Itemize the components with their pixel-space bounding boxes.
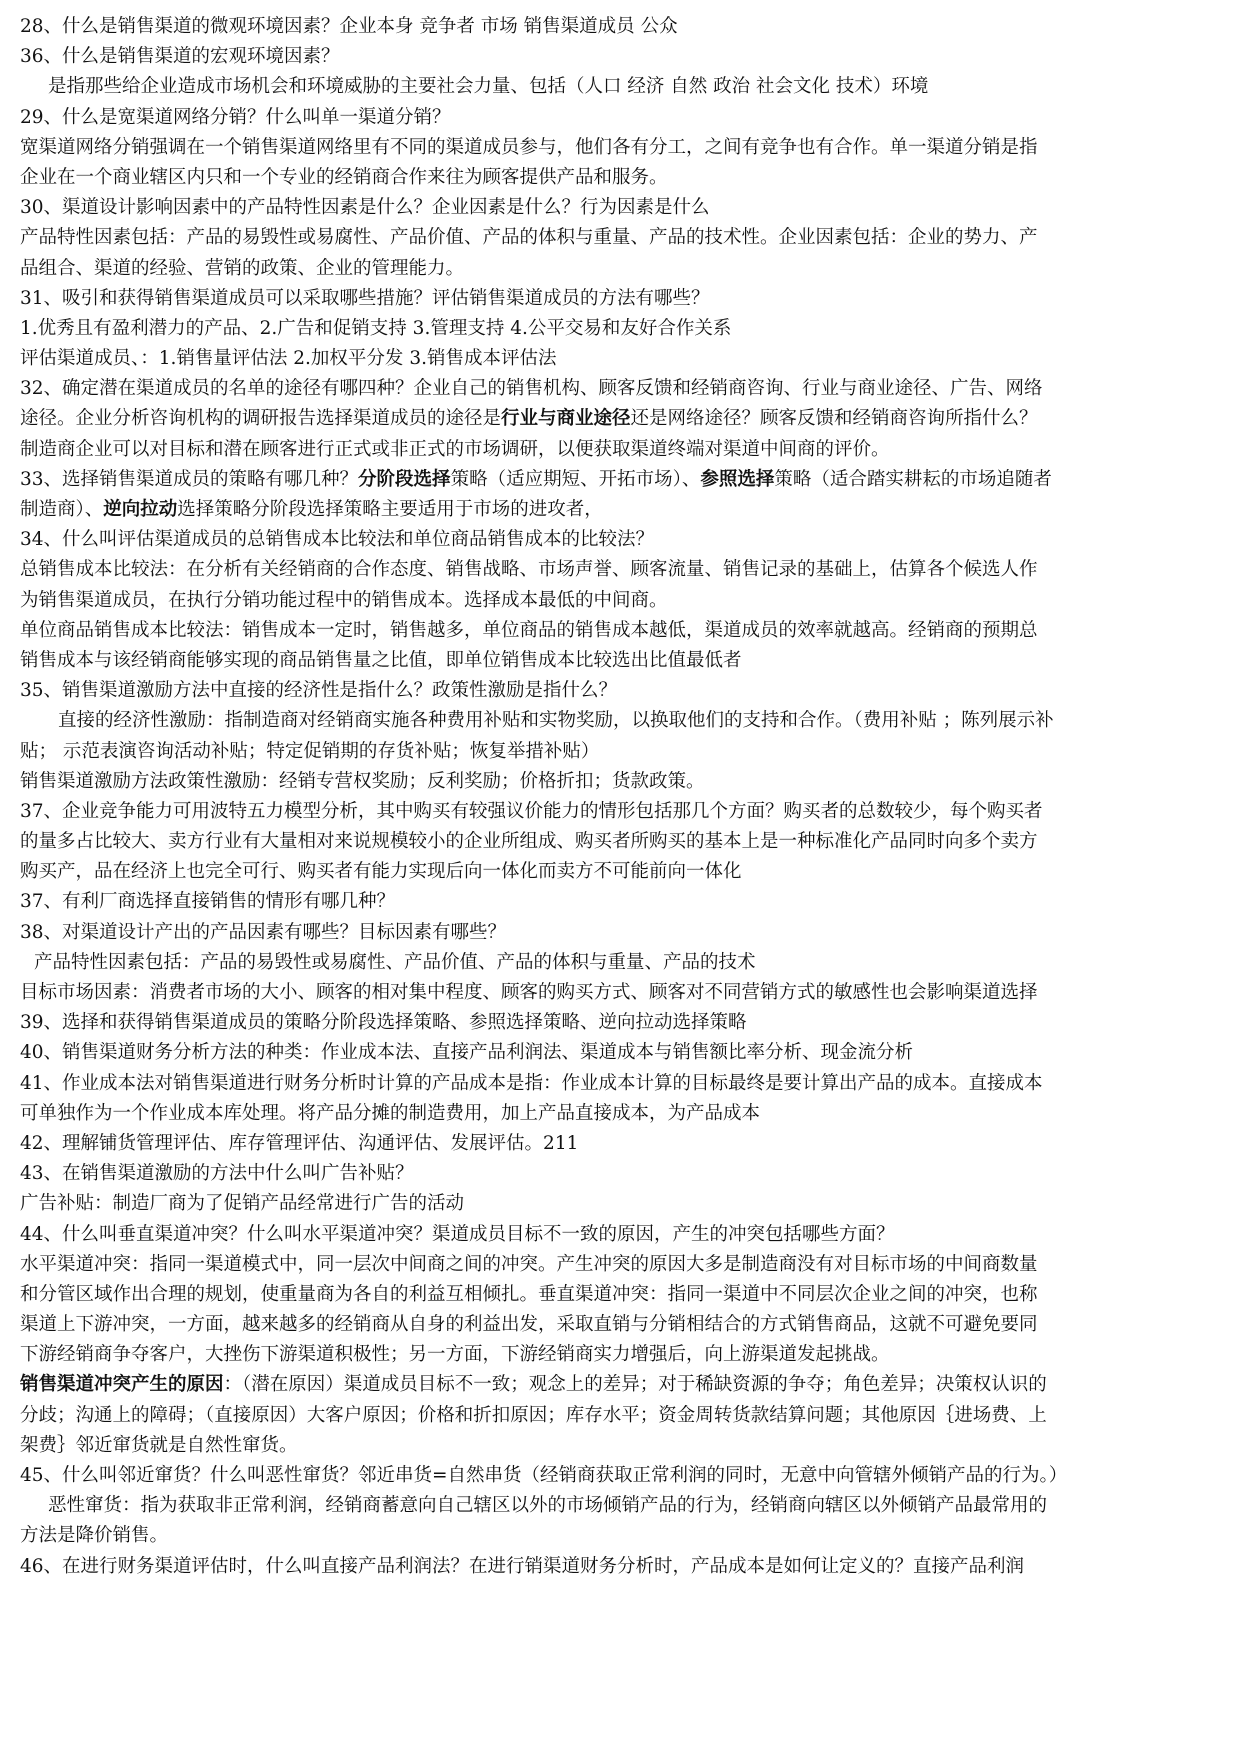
text-span: 水平渠道冲突：指同一渠道模式中，同一层次中间商之间的冲突。产生冲突的原因大多是制造商没有对目标市场的中间商数量	[20, 1253, 1038, 1275]
text-line	[20, 1159, 1223, 1189]
text-line	[20, 314, 1223, 344]
text-span: 38、对渠道设计产出的产品因素有哪些？目标因素有哪些？	[20, 921, 507, 943]
text-line	[20, 1038, 1223, 1068]
text-span: 46、在进行财务渠道评估时，什么叫直接产品利润法？在进行销渠道财务分析时，产品成本是如何让定义的？直接产品利润	[20, 1555, 1025, 1577]
text-span: 品组合、渠道的经验、营销的政策、企业的管理能力。	[20, 257, 465, 279]
text-line	[20, 706, 1223, 736]
text-line	[20, 646, 1223, 676]
text-line	[20, 616, 1223, 646]
text-span: 32、确定潜在渠道成员的名单的途径有哪四种？企业自己的销售机构、顾客反馈和经销商咨询、行业与商业途径、广告、网络	[20, 378, 1043, 400]
text-span: 35、销售渠道激励方法中直接的经济性是指什么？政策性激励是指什么？	[20, 680, 618, 702]
text-line	[20, 1250, 1223, 1280]
text-line	[20, 1491, 1223, 1521]
text-span: 45、什么叫邻近窜货？什么叫恶性窜货？邻近串货=自然串货（经销商获取正常利润的同时，无意中向管辖外倾销产品的行为。）	[20, 1465, 1068, 1486]
text-span: 31、吸引和获得销售渠道成员可以采取哪些措施？评估销售渠道成员的方法有哪些？	[20, 287, 710, 309]
text-line	[20, 103, 1223, 133]
text-line	[20, 1129, 1223, 1159]
text-span: 途径。企业分析咨询机构的调研报告选择渠道成员的途径是	[20, 408, 502, 430]
text-span: 28、什么是销售渠道的微观环境因素？企业本身 竞争者 市场 销售渠道成员 公众	[20, 16, 678, 37]
text-line	[20, 374, 1223, 404]
text-line	[20, 163, 1223, 193]
text-span: 37、有利厂商选择直接销售的情形有哪几种？	[20, 891, 396, 913]
text-line	[20, 525, 1223, 555]
text-span: 产品特性因素包括：产品的易毁性或易腐性、产品价值、产品的体积与重量、产品的技术	[34, 951, 756, 973]
text-span: ：（潜在原因）渠道成员目标不一致；观念上的差异；对于稀缺资源的争夺；角色差异；决策权认识的	[223, 1374, 1047, 1396]
text-span: 广告补贴：制造厂商为了促销产品经常进行广告的活动	[20, 1193, 465, 1215]
text-line	[20, 857, 1223, 887]
text-line	[20, 12, 1223, 42]
text-line	[20, 797, 1223, 827]
text-span: 策略（适合踏实耕耘的市场追随者	[774, 468, 1052, 490]
text-span: 架费｝邻近窜货就是自然性窜货。	[20, 1434, 298, 1456]
bold-text-span: 分阶段选择	[358, 468, 451, 490]
bold-text-span: 行业与商业途径	[501, 408, 631, 430]
text-line	[20, 1370, 1223, 1400]
text-span: 30、渠道设计影响因素中的产品特性因素是什么？企业因素是什么？行为因素是什么	[20, 197, 710, 219]
text-span: 销售渠道激励方法政策性激励：经销专营权奖励；反利奖励；价格折扣；货款政策。	[20, 770, 705, 792]
text-span: 1.优秀且有盈利潜力的产品、2.广告和促销支持 3.管理支持 4.公平交易和友好合作关系	[20, 317, 732, 339]
text-span: 33、选择销售渠道成员的策略有哪几种？	[20, 468, 359, 490]
text-span: 评估渠道成员、：1.销售量评估法 2.加权平分发 3.销售成本评估法	[20, 348, 557, 370]
text-span: 的量多占比较大、卖方行业有大量相对来说规模较小的企业所组成、购买者所购买的基本上是一种标准化产品同时向多个卖方	[20, 831, 1038, 853]
text-span: 单位商品销售成本比较法：销售成本一定时，销售越多，单位商品的销售成本越低，渠道成员的效率就越高。经销商的预期总	[20, 619, 1038, 641]
text-line	[20, 72, 1223, 102]
text-span: 43、在销售渠道激励的方法中什么叫广告补贴？	[20, 1163, 414, 1185]
text-line	[20, 737, 1223, 767]
text-line	[20, 555, 1223, 585]
text-line	[20, 887, 1223, 917]
text-line	[20, 495, 1223, 525]
text-span: 选择策略分阶段选择策略主要适用于市场的进攻者，	[177, 499, 603, 520]
text-line	[20, 1220, 1223, 1250]
text-span: 方法是降价销售。	[20, 1525, 169, 1547]
text-line	[20, 254, 1223, 284]
text-line	[20, 284, 1223, 314]
text-line	[20, 42, 1223, 72]
bold-text-span: 参照选择	[700, 468, 775, 490]
text-line	[20, 404, 1223, 434]
text-span: 39、选择和获得销售渠道成员的策略分阶段选择策略、参照选择策略、逆向拉动选择策略	[20, 1012, 747, 1034]
text-span: 为销售渠道成员，在执行分销功能过程中的销售成本。选择成本最低的中间商。	[20, 589, 668, 611]
text-line	[20, 223, 1223, 253]
text-span: 贴； 示范表演咨询活动补贴；特定促销期的存货补贴；恢复举措补贴）	[20, 740, 600, 762]
text-line	[20, 978, 1223, 1008]
text-span: 下游经销商争夺客户，大挫伤下游渠道积极性；另一方面，下游经销商实力增强后，向上游渠道发起挑战。	[20, 1344, 890, 1366]
bold-text-span: 销售渠道冲突产生的原因	[20, 1374, 224, 1396]
text-line	[20, 193, 1223, 223]
text-span: 总销售成本比较法：在分析有关经销商的合作态度、销售战略、市场声誉、顾客流量、销售记录的基础上，估算各个候选人作	[20, 559, 1038, 581]
text-span: 是指那些给企业造成市场机会和环境威胁的主要社会力量、包括（人口 经济 自然 政治 社会文化 技术）环境	[48, 76, 929, 98]
text-span: 宽渠道网络分销强调在一个销售渠道网络里有不同的渠道成员参与，他们各有分工，之间有竞争也有合作。单一渠道分销是指	[20, 136, 1038, 158]
text-span: 还是网络途径？顾客反馈和经销商咨询所指什么？	[630, 408, 1038, 430]
text-line	[20, 1008, 1223, 1038]
text-span: 产品特性因素包括：产品的易毁性或易腐性、产品价值、产品的体积与重量、产品的技术性。企业因素包括：企业的势力、产	[20, 227, 1038, 249]
text-span: 可单独作为一个作业成本库处理。将产品分摊的制造费用，加上产品直接成本，为产品成本	[20, 1102, 761, 1124]
text-line	[20, 1552, 1223, 1582]
text-span: 恶性窜货：指为获取非正常利润，经销商蓄意向自己辖区以外的市场倾销产品的行为，经销商向辖区以外倾销产品最常用的	[48, 1495, 1048, 1517]
text-line	[20, 133, 1223, 163]
text-line	[20, 1069, 1223, 1099]
text-span: 策略（适应期短、开拓市场）、	[450, 468, 701, 490]
text-span: 41、作业成本法对销售渠道进行财务分析时计算的产品成本是指：作业成本计算的目标最终是要计算出产品的成本。直接成本	[20, 1072, 1043, 1094]
text-line	[20, 465, 1223, 495]
text-line	[20, 948, 1223, 978]
text-line	[20, 1099, 1223, 1129]
text-span: 购买产，品在经济上也完全可行、购买者有能力实现后向一体化而卖方不可能前向一体化	[20, 861, 742, 883]
text-line	[20, 676, 1223, 706]
text-span: 企业在一个商业辖区内只和一个专业的经销商合作来往为顾客提供产品和服务。	[20, 166, 668, 188]
text-span: 直接的经济性激励：指制造商对经销商实施各种费用补贴和实物奖励，以换取他们的支持和合作。（费用补贴 ；陈列展示补	[58, 710, 1054, 732]
text-line	[20, 1280, 1223, 1310]
text-span: 目标市场因素：消费者市场的大小、顾客的相对集中程度、顾客的购买方式、顾客对不同营销方式的敏感性也会影响渠道选择	[20, 982, 1038, 1003]
text-line	[20, 1401, 1223, 1431]
text-span: 制造商）、	[20, 499, 104, 520]
text-line	[20, 344, 1223, 374]
text-span: 分歧；沟通上的障碍；（直接原因）大客户原因；价格和折扣原因；库存水平；资金周转货款结算问题；其他原因｛进场费、上	[20, 1404, 1047, 1426]
text-line	[20, 1340, 1223, 1370]
text-span: 42、理解铺货管理评估、库存管理评估、沟通评估、发展评估。211	[20, 1132, 579, 1154]
text-span: 37、企业竞争能力可用波特五力模型分析，其中购买有较强议价能力的情形包括那几个方面？购买者的总数较少，每个购买者	[20, 800, 1043, 822]
text-line	[20, 1310, 1223, 1340]
text-span: 36、什么是销售渠道的宏观环境因素？	[20, 46, 340, 68]
text-line	[20, 435, 1223, 465]
text-span: 29、什么是宽渠道网络分销？什么叫单一渠道分销？	[20, 106, 451, 128]
text-span: 44、什么叫垂直渠道冲突？什么叫水平渠道冲突？渠道成员目标不一致的原因，产生的冲突包括哪些方面？	[20, 1223, 895, 1245]
bold-text-span: 逆向拉动	[103, 499, 178, 520]
text-line	[20, 767, 1223, 797]
text-span: 销售成本与该经销商能够实现的商品销售量之比值，即单位销售成本比较选出比值最低者	[20, 649, 742, 671]
text-line	[20, 586, 1223, 616]
text-line	[20, 1461, 1223, 1491]
text-line	[20, 827, 1223, 857]
text-span: 和分管区域作出合理的规划，使重量商为各自的利益互相倾扎。垂直渠道冲突：指同一渠道中不同层次企业之间的冲突，也称	[20, 1283, 1038, 1305]
text-line	[20, 918, 1223, 948]
text-span: 制造商企业可以对目标和潜在顾客进行正式或非正式的市场调研，以便获取渠道终端对渠道中间商的评价。	[20, 438, 890, 460]
text-span: 渠道上下游冲突，一方面，越来越多的经销商从自身的利益出发，采取直销与分销相结合的方式销售商品，这就不可避免要同	[20, 1314, 1038, 1336]
text-span: 34、什么叫评估渠道成员的总销售成本比较法和单位商品销售成本的比较法？	[20, 529, 655, 551]
text-line	[20, 1431, 1223, 1461]
text-line	[20, 1521, 1223, 1551]
text-span: 40、销售渠道财务分析方法的种类：作业成本法、直接产品利润法、渠道成本与销售额比率分析、现金流分析	[20, 1042, 914, 1064]
text-line	[20, 1189, 1223, 1219]
